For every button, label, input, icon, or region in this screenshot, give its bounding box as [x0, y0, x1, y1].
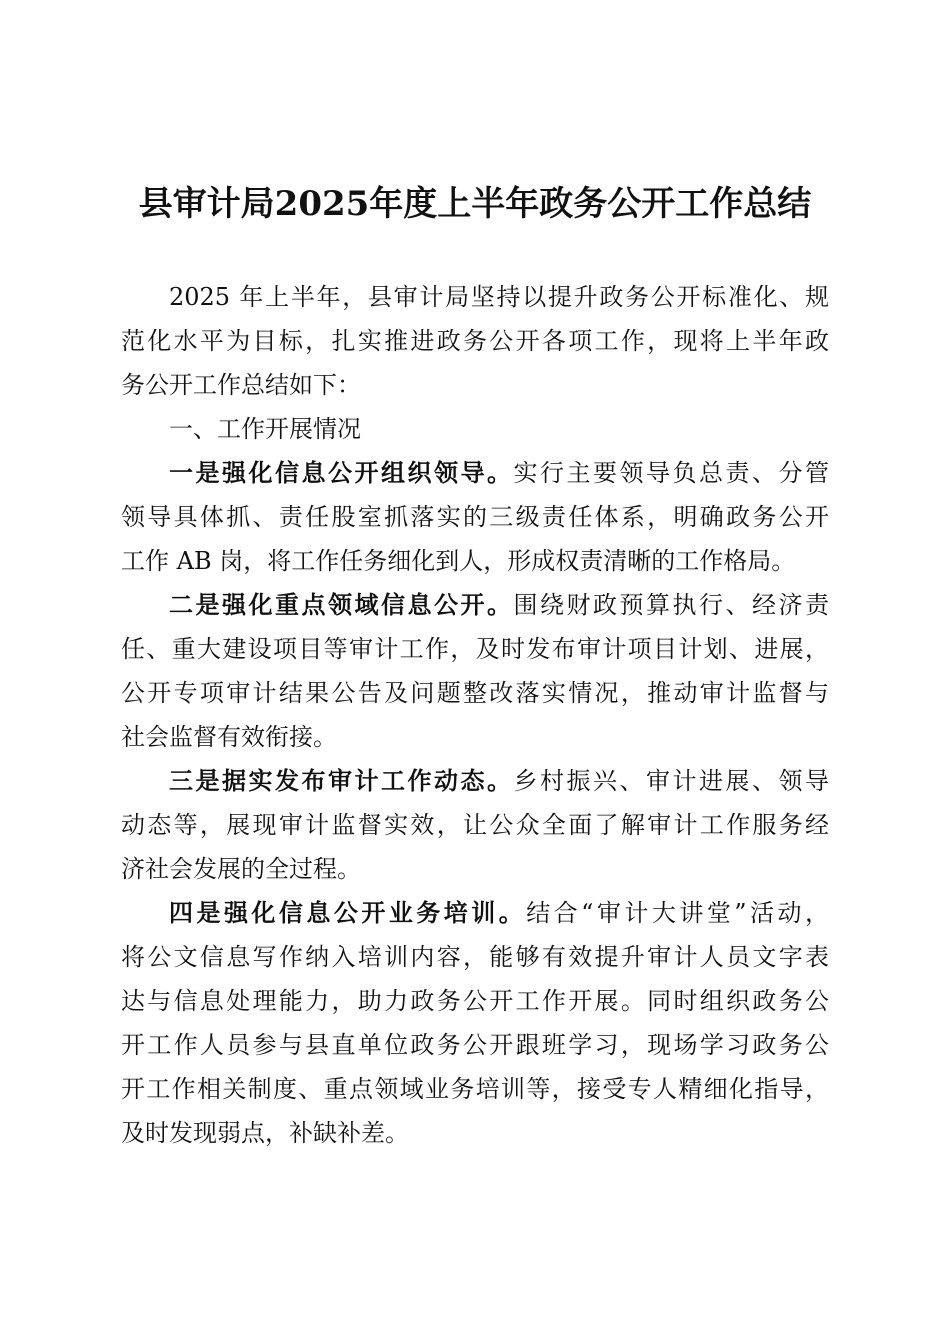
- item-4-first-line-rest: 结合“审计大讲堂”活动，: [526, 899, 829, 927]
- item-4-line: 及时发现弱点，补缺补差。: [121, 1119, 409, 1147]
- item-1-first-line: [121, 451, 829, 495]
- item-4-line: 开工作人员参与县直单位政务公开跟班学习，现场学习政务公: [121, 1031, 829, 1059]
- item-1-line: 领导具体抓、责任股室抓落实的三级责任体系，明确政务公开: [121, 503, 829, 531]
- item-2-line: 任、重大建设项目等审计工作，及时发布审计项目计划、进展，: [121, 635, 829, 663]
- intro-line: 2025 年上半年，县审计局坚持以提升政务公开标准化、规: [169, 283, 829, 311]
- item-3-lead: 三是据实发布审计工作动态。: [169, 766, 514, 795]
- item-3-first-line: [121, 759, 829, 803]
- item-3-first-line-rest: 乡村振兴、审计进展、领导: [513, 767, 829, 795]
- item-4-line: 将公文信息写作纳入培训内容，能够有效提升审计人员文字表: [121, 943, 829, 971]
- item-4-line: 开工作相关制度、重点领域业务培训等，接受专人精细化指导，: [121, 1075, 829, 1103]
- item-3-line: 济社会发展的全过程。: [121, 855, 361, 883]
- item-2-lead: 二是强化重点领域信息公开。: [169, 590, 514, 619]
- item-1-line: 工作 AB 岗，将工作任务细化到人，形成权责清晰的工作格局。: [121, 547, 796, 575]
- item-3-line: 动态等，展现审计监督实效，让公众全面了解审计工作服务经: [121, 811, 829, 839]
- item-2-first-line-rest: 围绕财政预算执行、经济责: [513, 591, 829, 619]
- intro-line: 务公开工作总结如下：: [121, 371, 361, 399]
- document-body: [121, 275, 829, 1155]
- item-1-first-line-rest: 实行主要领导负总责、分管: [513, 459, 829, 487]
- item-2-line: 公开专项审计结果公告及问题整改落实情况，推动审计监督与: [121, 679, 829, 707]
- item-4-line: 达与信息处理能力，助力政务公开工作开展。同时组织政务公: [121, 987, 829, 1015]
- item-2-line: 社会监督有效衔接。: [121, 723, 337, 751]
- section-heading: 一、工作开展情况: [169, 415, 361, 443]
- item-4-lead: 四是强化信息公开业务培训。: [169, 898, 527, 927]
- document-title: 县审计局2025年度上半年政务公开工作总结: [138, 184, 812, 224]
- item-4-first-line: [121, 891, 829, 935]
- intro-line: 范化水平为目标，扎实推进政务公开各项工作，现将上半年政: [121, 327, 829, 355]
- item-2-first-line: [121, 583, 829, 627]
- item-1-lead: 一是强化信息公开组织领导。: [169, 458, 514, 487]
